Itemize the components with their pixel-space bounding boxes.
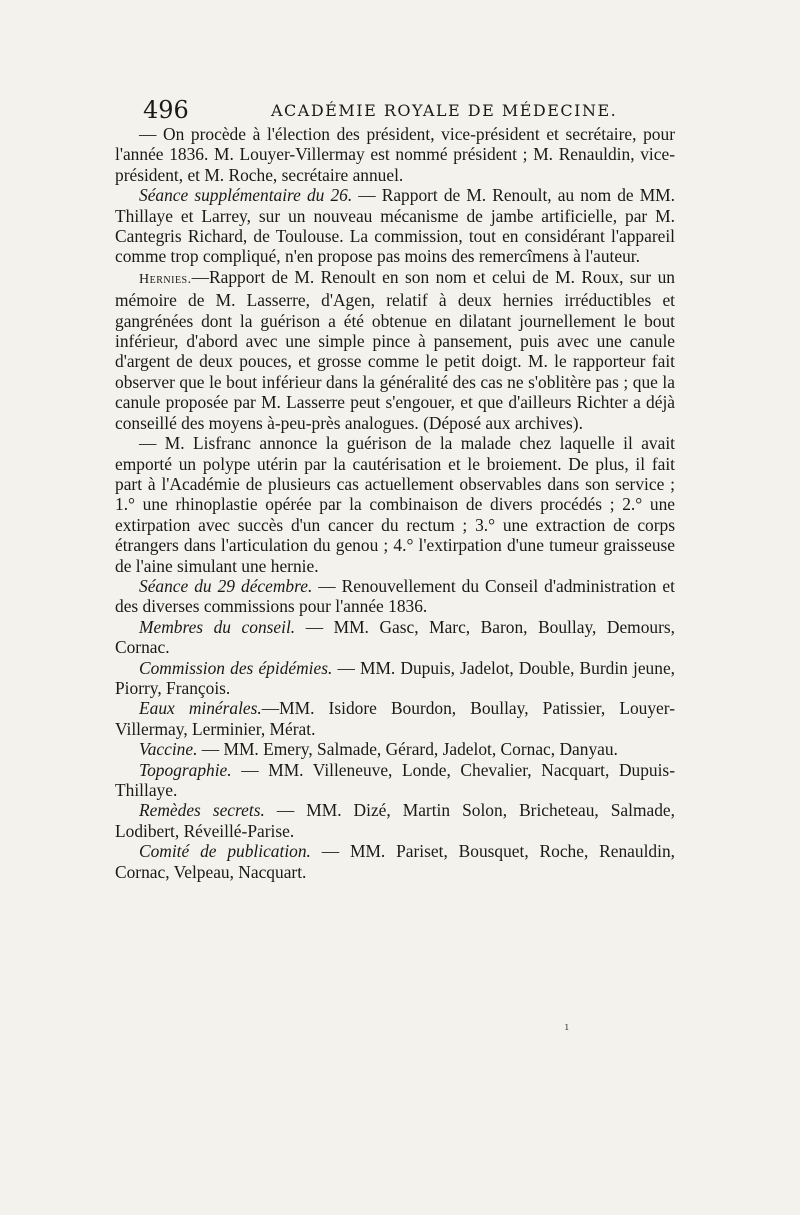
paragraph-election <box>115 124 675 185</box>
paragraph-lead: Vaccine. <box>139 739 198 760</box>
paragraph-text: — M. Lisfranc annonce la guérison de la malade chez laquelle il avait emporté un polype utérin par la cautérisation et le broiement. De plus, il fait part à l'Académie de plusieurs cas actuellement observables dans son service ; 1.° une rhinoplastie opérée par la combinaison de divers procédés ; 2.° une extirpation avec succès d'un cancer du rectum ; 3.° une extraction de corps étrangers dans l'articulation du genou ; 4.° l'extirpation d'une tumeur graisseuse de l'aine simulant une hernie. <box>115 433 675 576</box>
paragraph-lead: Eaux minérales. <box>139 698 262 719</box>
paragraph-seance-26 <box>115 185 675 267</box>
paragraph-text: — MM. Dizé, Martin Solon, Bricheteau, Salmade, Lodibert, Réveillé-Parise. <box>115 800 675 841</box>
paragraph-remedes <box>115 800 675 841</box>
page-number: 496 <box>143 96 189 124</box>
paragraph-text: — Renouvellement du Conseil d'administration et des diverses commissions pour l'année 1836. <box>115 575 675 617</box>
paragraph-lead: Commission des épidémies. <box>139 657 333 678</box>
page-header <box>143 96 663 126</box>
running-title: ACADÉMIE ROYALE DE MÉDECINE. <box>271 101 618 120</box>
paragraph-text: —MM. Isidore Bourdon, Boullay, Patissier, Louyer-Villermay, Lerminier, Mérat. <box>115 698 675 739</box>
paragraph-text: — MM. Gasc, Marc, Baron, Boullay, Demours, Cornac. <box>115 616 676 658</box>
paragraph-lisfranc <box>115 433 675 576</box>
paragraph-text: —Rapport de M. Renoult en son nom et celui de M. Roux, sur un mémoire de M. Lasserre, d'Agen, relatif à deux hernies irréductibles et gangrénées dont la guérison a été obtenue en dilatant journellement le bout inférieur, d'abord avec une simple pince à pansement, puis avec une canule d'argent de deux pouces, et grosse comme le petit doigt. M. le rapporteur fait observer que le bout inférieur dans la généralité des cas ne s'oblitère pas ; que la canule proposée par M. Lasserre peut s'engouer, et que d'ailleurs Richter a déjà conseillé des moyens à-peu-près analogues. (Déposé aux archives). <box>115 266 675 433</box>
paragraph-text: — MM. Emery, Salmade, Gérard, Jadelot, Cornac, Danyau. <box>197 739 618 760</box>
ink-mark: ı <box>565 1020 569 1033</box>
section-heading: Hernies. <box>139 271 192 287</box>
paragraph-lead: Séance supplémentaire du 26. <box>139 185 353 206</box>
paragraph-text: — MM. Dupuis, Jadelot, Double, Burdin jeune, Piorry, François. <box>115 657 676 698</box>
paragraph-seance-29 <box>115 576 675 617</box>
paragraph-hernies <box>115 267 675 433</box>
paragraph-text: — On procède à l'élection des président, vice-président et secrétaire, pour l'année 1836. M. Louyer-Villermay est nommé président ; M. Renauldin, vice-président, et M. Roche, secrétaire annuel. <box>115 124 675 185</box>
paragraph-lead: Remèdes secrets. <box>139 800 265 821</box>
paragraph-text: — Rapport de M. Renoult, au nom de MM. Thillaye et Larrey, sur un nouveau mécanisme de jambe artificielle, par M. Cantegris Richard, de Toulouse. La commission, tout en considérant l'appareil comme trop compliqué, n'en propose pas moins des remercîmens à l'auteur. <box>115 185 675 267</box>
paragraph-eaux <box>115 698 675 739</box>
paragraph-conseil <box>115 617 675 658</box>
paragraph-comite <box>115 841 675 882</box>
paragraph-lead: Topographie. <box>139 759 232 780</box>
paragraph-text: — MM. Villeneuve, Londe, Chevalier, Nacquart, Dupuis-Thillaye. <box>115 759 675 800</box>
paragraph-vaccine <box>115 739 675 759</box>
paragraph-lead: Comité de publication. <box>139 841 311 862</box>
paragraph-lead: Membres du conseil. <box>139 616 296 637</box>
paragraph-epidemies <box>115 658 675 699</box>
paragraph-text: — MM. Pariset, Bousquet, Roche, Renauldin, Cornac, Velpeau, Nacquart. <box>115 841 675 882</box>
paragraph-lead: Séance du 29 décembre. <box>139 575 313 596</box>
body-text <box>115 124 675 882</box>
paragraph-topographie <box>115 760 675 801</box>
